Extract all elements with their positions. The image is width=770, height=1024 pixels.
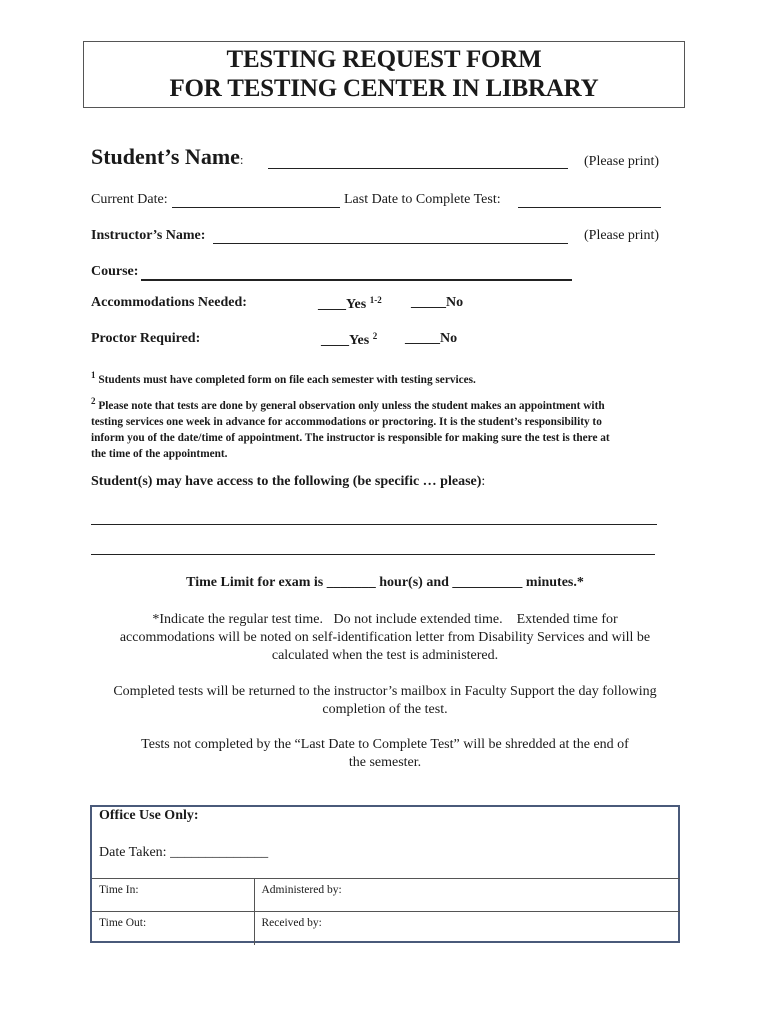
table-row [92,879,680,912]
accommodations-yes-label: Yes [346,297,367,312]
student-name-label: Student’s Name [91,144,240,169]
time-limit-hours-blank[interactable]: _______ [326,575,376,590]
received-by-cell[interactable]: Received by: [254,912,680,945]
form-title-line-1: TESTING REQUEST FORM [226,46,542,73]
indicate-note [80,611,690,665]
accommodations-no-label: No [446,295,464,310]
office-use-heading: Office Use Only: [99,808,199,823]
proctor-yes-blank: ____ [321,333,349,348]
proctor-yes-label: Yes [349,333,370,348]
footnote-1 [91,367,476,388]
form-title-line-2: FOR TESTING CENTER IN LIBRARY [169,75,599,102]
proctor-label: Proctor Required: [91,331,201,346]
footnote-2-line-4: the time of the appointment. [91,448,228,460]
please-print-1: (Please print) [584,154,660,169]
footnote-2-line-3: inform you of the date/time of appointment. The instructor is responsible for making sure the test is there at [91,432,610,444]
administered-by-cell[interactable]: Administered by: [254,879,680,912]
returned-note-line-1: Completed tests will be returned to the instructor’s mailbox in Faculty Support the day following [113,684,657,699]
date-taken-label: Date Taken: [99,845,167,860]
last-date-label: Last Date to Complete Test: [344,192,501,207]
proctor-no-blank: _____ [405,331,440,346]
shredded-note-line-2: the semester. [348,755,422,770]
proctor-yes-footnote-ref: 2 [372,331,378,341]
footnote-2-mark: 2 [91,396,96,406]
time-in-cell[interactable]: Time In: [92,879,254,912]
course-label: Course: [91,264,139,279]
form-title-box [83,41,685,108]
student-name-colon: : [239,152,244,167]
footnote-2 [91,393,610,462]
access-line-2[interactable] [91,542,655,555]
returned-note-line-2: completion of the test. [322,702,448,717]
date-taken-field[interactable]: ______________ [170,845,269,860]
returned-note [80,683,690,719]
accommodations-label: Accommodations Needed: [91,295,247,310]
shredded-note-line-1: Tests not completed by the “Last Date to Complete Test” will be shredded at the end of [141,737,629,752]
access-label: Student(s) may have access to the following (be specific … please) [91,474,482,489]
office-use-box [90,805,680,943]
accommodations-yes-option[interactable] [318,295,382,313]
instructor-name-field[interactable] [213,228,568,244]
student-name-row [91,144,244,170]
time-limit-middle: hour(s) and [379,575,449,590]
table-row [92,912,680,945]
access-colon: : [481,474,486,489]
accommodations-no-option[interactable] [411,295,463,311]
footnote-1-mark: 1 [91,370,96,380]
time-out-cell[interactable]: Time Out: [92,912,254,945]
time-limit-row [0,575,770,591]
accommodations-yes-blank: ____ [318,297,346,312]
time-limit-minutes-blank[interactable]: __________ [452,575,523,590]
current-date-label: Current Date: [91,192,168,207]
indicate-note-line-2: accommodations will be noted on self-identification letter from Disability Services and will be [119,630,651,645]
proctor-yes-option[interactable] [321,331,377,349]
accommodations-no-blank: _____ [411,295,446,310]
last-date-field[interactable] [518,192,661,208]
accommodations-yes-footnote-ref: 1-2 [369,295,382,305]
office-use-table [92,878,680,945]
indicate-note-line-1: *Indicate the regular test time. Do not include extended time. Extended time for [152,612,618,627]
instructor-name-label: Instructor’s Name: [91,228,206,243]
access-heading [91,474,485,490]
please-print-2: (Please print) [584,228,660,243]
time-limit-prefix: Time Limit for exam is [186,575,324,590]
proctor-no-label: No [440,331,458,346]
indicate-note-line-3: calculated when the test is administered. [271,648,499,663]
footnote-2-line-1: Please note that tests are done by general observation only unless the student makes an appointment with [98,400,605,412]
student-name-field[interactable] [268,153,568,169]
shredded-note [80,736,690,772]
course-field[interactable] [141,264,572,281]
proctor-no-option[interactable] [405,331,457,347]
access-line-1[interactable] [91,512,657,525]
footnote-1-text: Students must have completed form on file each semester with testing services. [98,374,476,386]
current-date-field[interactable] [172,192,340,208]
date-taken-row [99,845,268,861]
time-limit-suffix: minutes.* [525,575,584,590]
footnote-2-line-2: testing services one week in advance for accommodations or proctoring. It is the student’s responsibility to [91,416,602,428]
